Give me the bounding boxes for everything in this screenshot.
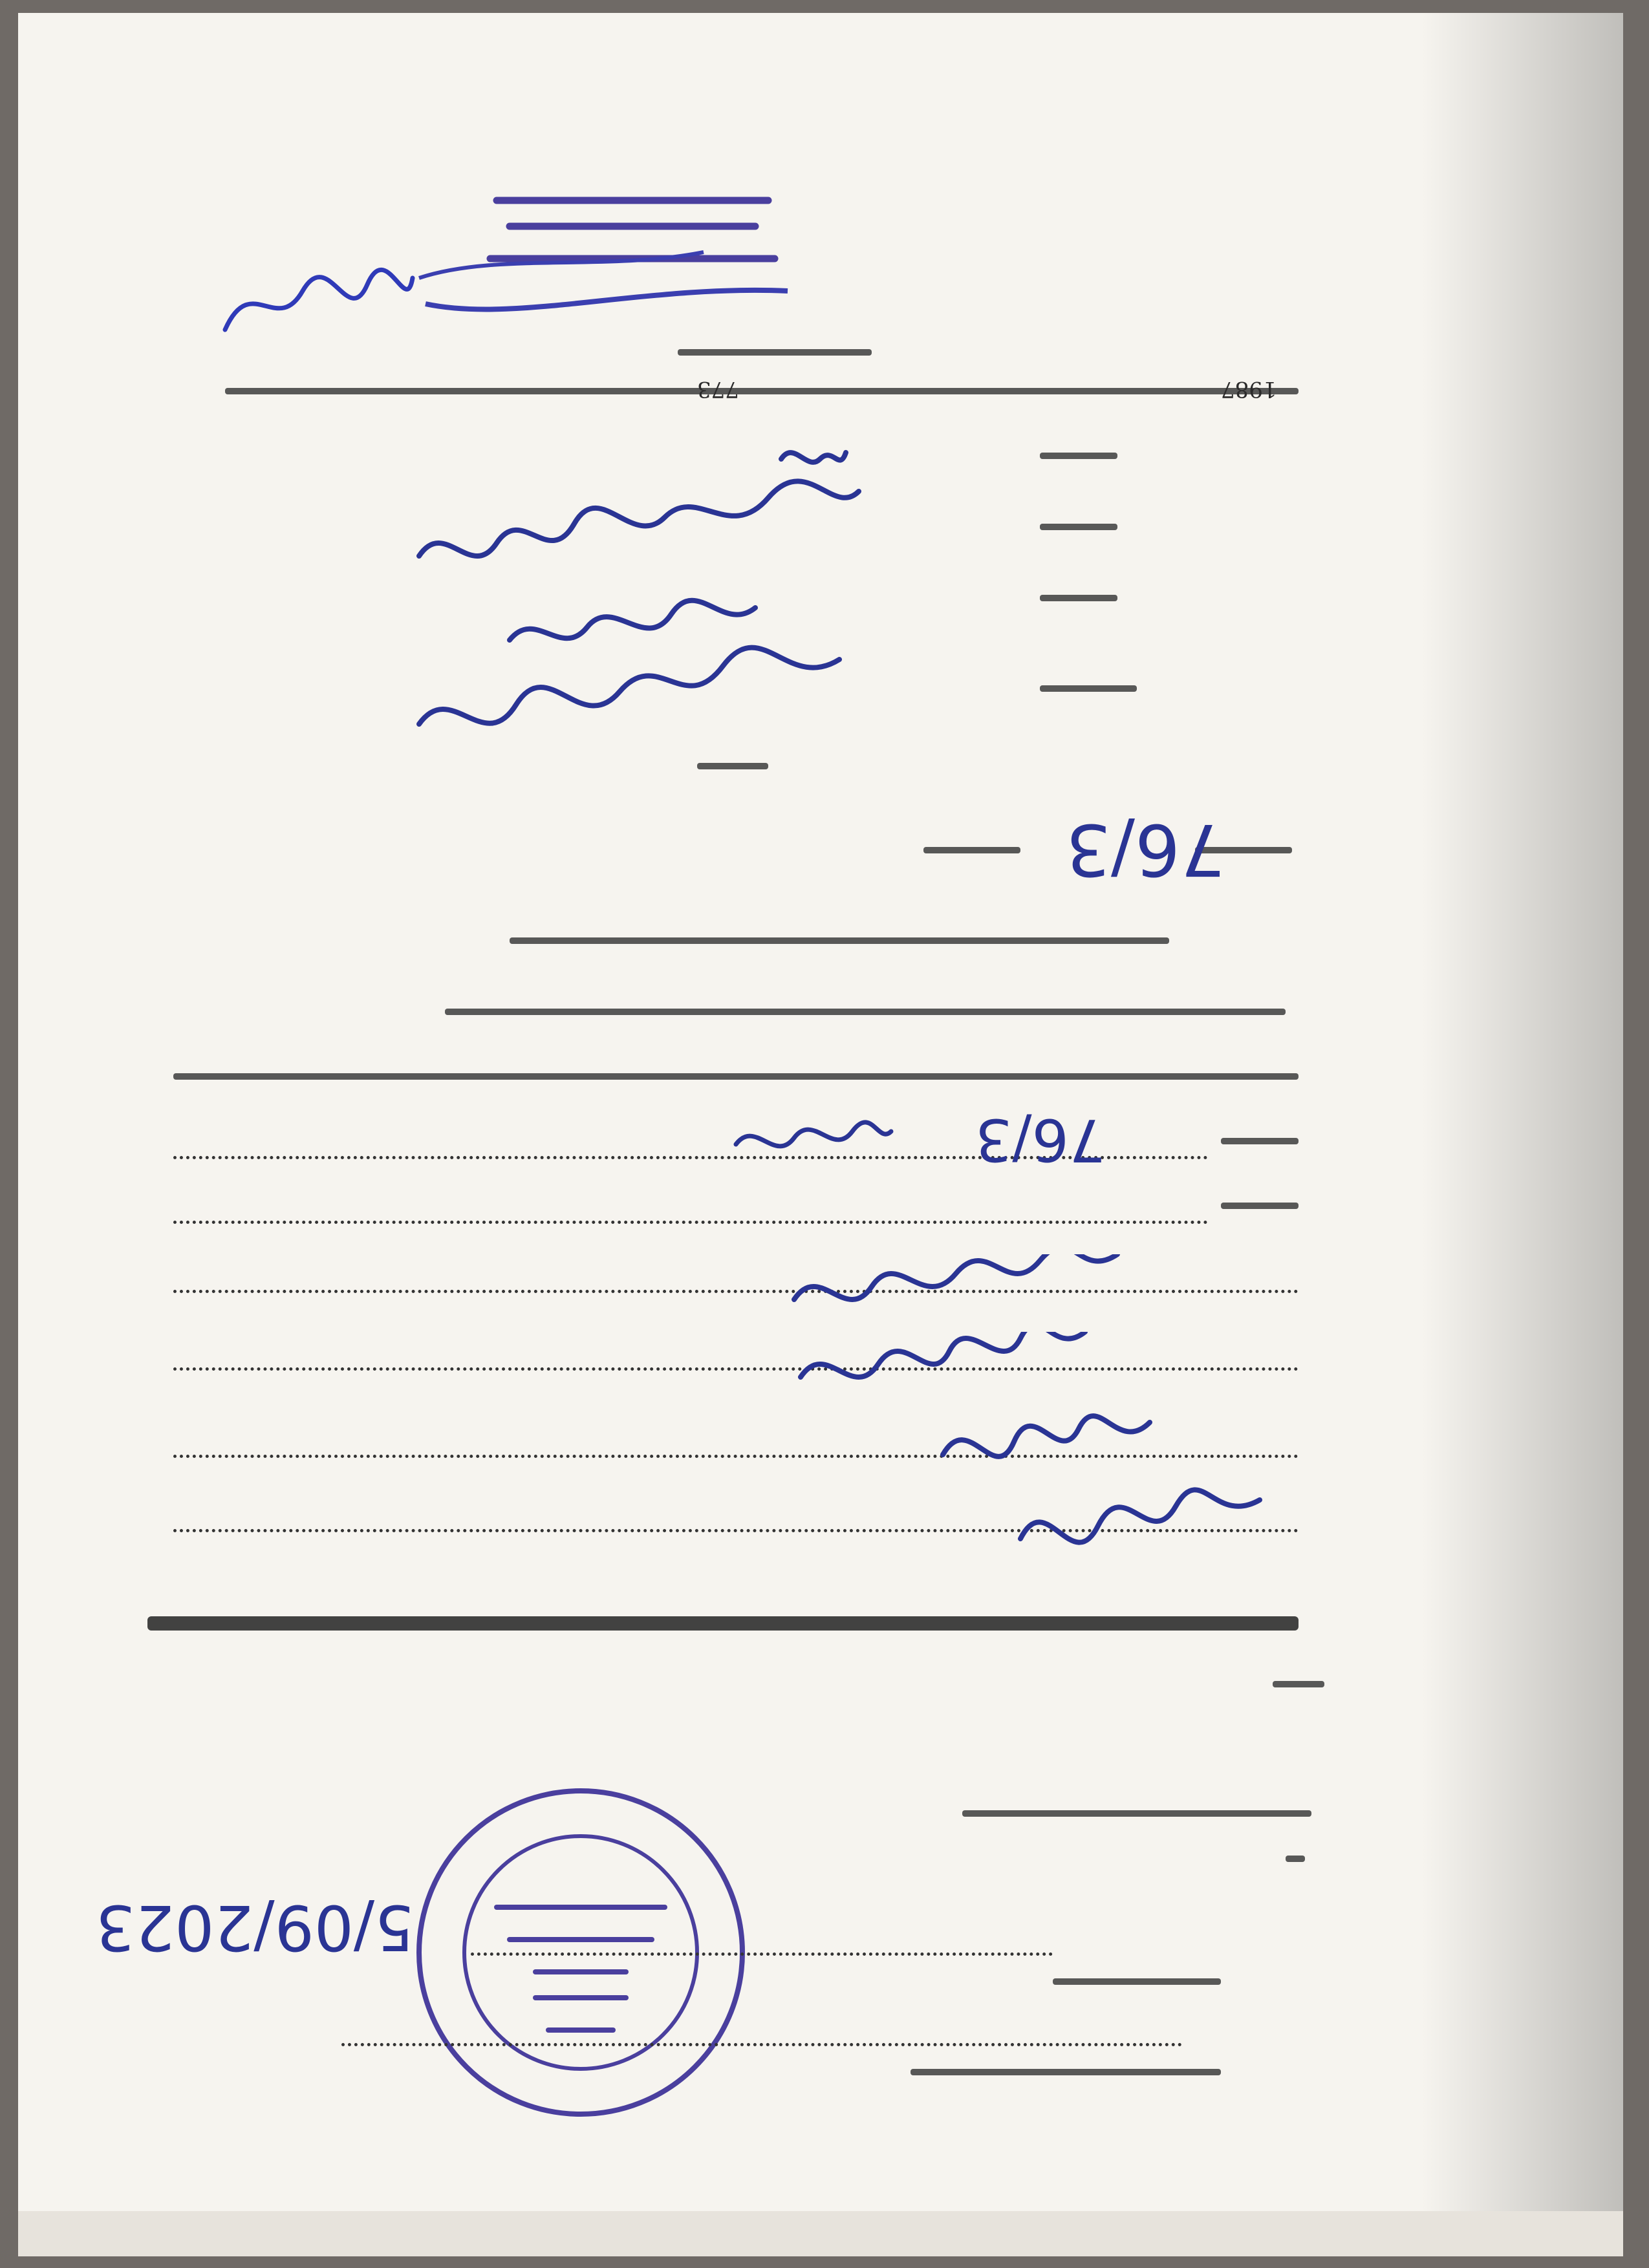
printed-reference-line (225, 388, 1299, 394)
signature-line (471, 1952, 1053, 1956)
signature-label (1053, 1978, 1221, 1985)
stamp-graphic (400, 175, 865, 343)
paragraph-line (510, 937, 1169, 944)
document-page (18, 13, 1623, 2256)
printed-line (1286, 1856, 1305, 1862)
survey-number-handwritten: 76/3 (1066, 808, 1226, 891)
paragraph-line (445, 1009, 1286, 1015)
officer-stamp (400, 175, 865, 343)
handwritten-value (930, 1396, 1163, 1487)
subject-label (1273, 1681, 1324, 1687)
handwritten-value (781, 1254, 1143, 1332)
printed-subline (678, 349, 872, 356)
handwritten-entries (380, 427, 1001, 750)
field-label (1221, 1203, 1299, 1209)
reference-number: 773 (697, 376, 739, 402)
survey-number-handwritten-2: 76/3 (975, 1106, 1106, 1173)
field-label (1040, 453, 1117, 459)
handwritten-date: 5/09/2023 (96, 1891, 415, 1963)
fill-line (173, 1221, 1208, 1224)
printed-line (962, 1810, 1311, 1817)
field-label (1040, 524, 1117, 530)
reference-year: 1987 (1221, 376, 1277, 402)
section-heading (697, 763, 768, 769)
subject-line (147, 1616, 1299, 1631)
field-label (1221, 1138, 1299, 1144)
handwritten-value (1008, 1474, 1279, 1571)
survey-label (923, 847, 1020, 853)
signature-line (341, 2043, 1182, 2046)
paragraph-line (173, 1073, 1299, 1080)
fill-line (173, 1367, 1299, 1371)
handwritten-name (729, 1112, 898, 1164)
signature-label (911, 2069, 1221, 2075)
officer-signature (212, 259, 419, 349)
field-label (1040, 595, 1117, 601)
field-label (1040, 685, 1137, 692)
